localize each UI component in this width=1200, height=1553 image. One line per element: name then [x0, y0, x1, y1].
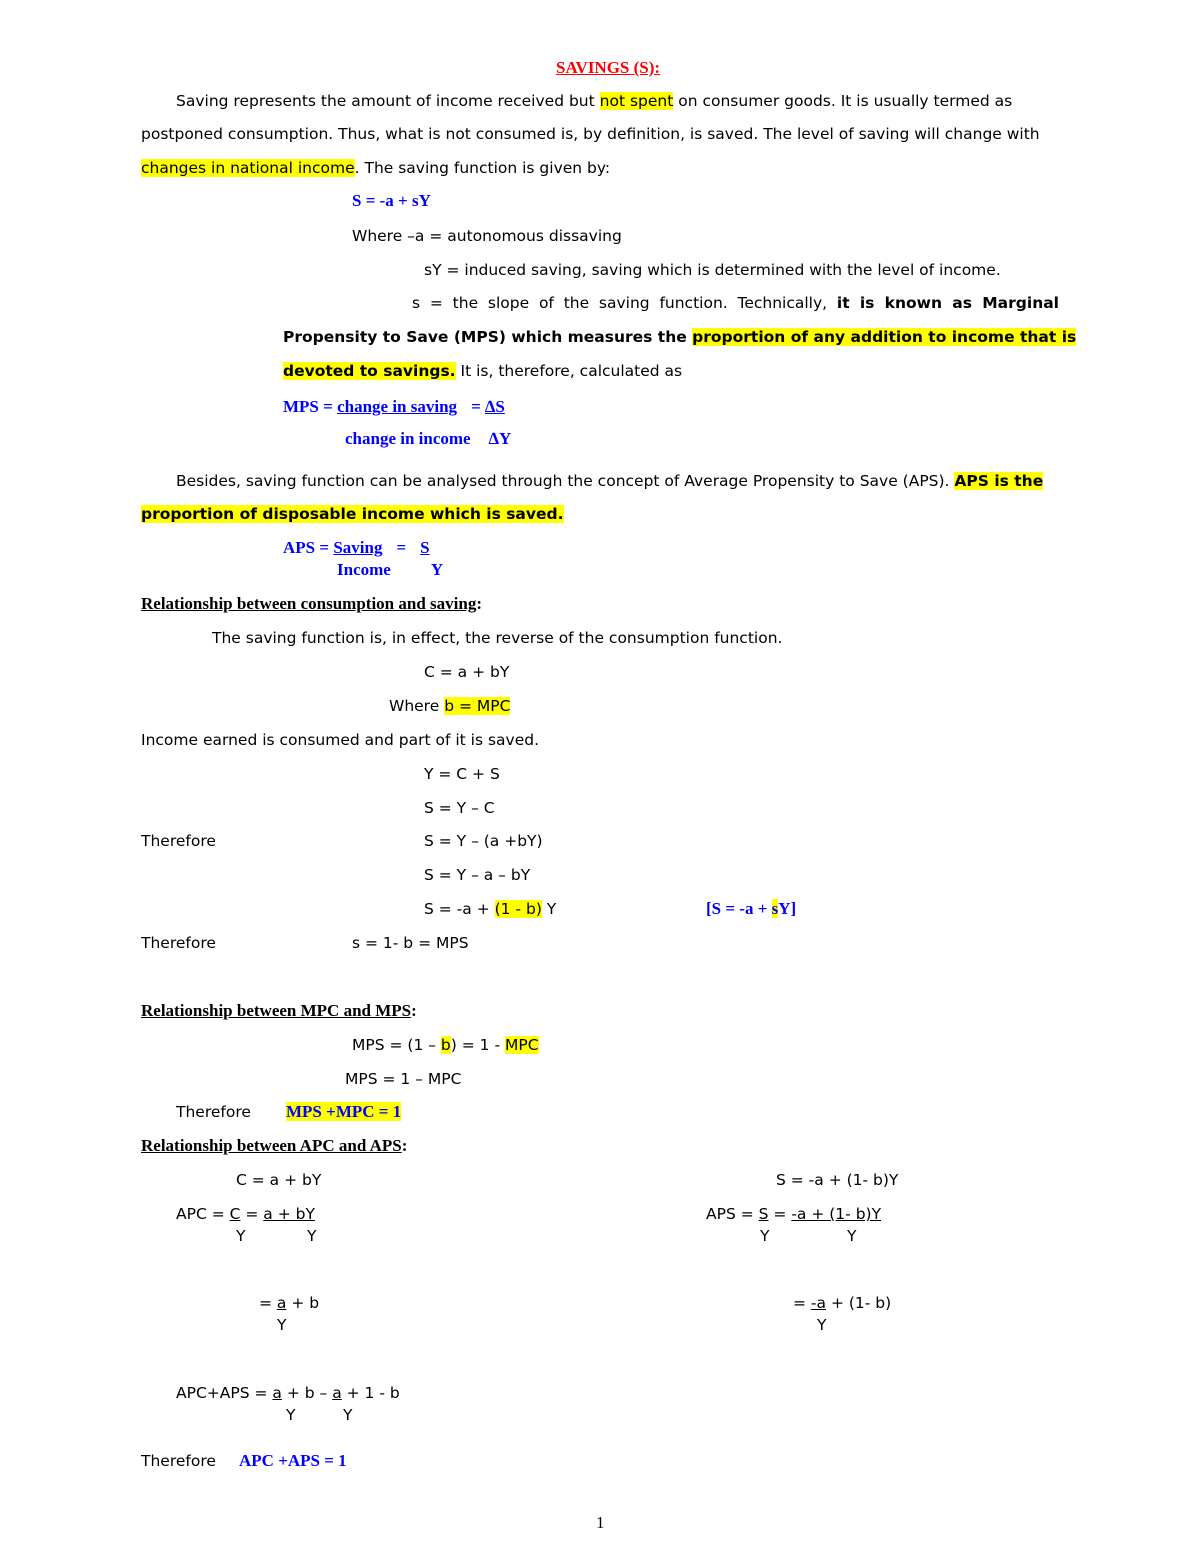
therefore-label-4: Therefore: [141, 1452, 216, 1470]
aps-denominator-2: Y: [847, 1227, 857, 1245]
aps-fraction-numerator: APS = S = -a + (1- b)Y: [706, 1205, 882, 1223]
slope-text: s = the slope of the saving function. Technically, it is known as Marginal: [412, 294, 1059, 312]
apc-consumption-equation: C = a + bY: [236, 1171, 322, 1189]
sum-denominator-2: Y: [343, 1406, 353, 1424]
where-autonomous: Where –a = autonomous dissaving: [352, 227, 622, 245]
aps-formula-denominator: Income Y: [337, 560, 444, 579]
equation-expand: S = Y – a – bY: [424, 866, 531, 884]
intro-line-2: postponed consumption. Thus, what is not consumed is, by definition, is saved. The level of saving will change with: [141, 125, 1040, 143]
equation-factored: S = -a + (1 - b) Y: [424, 900, 557, 918]
apc-simplified-denominator: Y: [277, 1316, 287, 1334]
apc-denominator-2: Y: [307, 1227, 317, 1245]
aps-simplified-denominator: Y: [817, 1316, 827, 1334]
therefore-label-2: Therefore: [141, 934, 216, 952]
mps-mpc-result: MPS +MPC = 1: [286, 1102, 402, 1121]
section-heading-consumption-saving: Relationship between consumption and saving:: [141, 594, 483, 613]
apc-aps-sum: APC+APS = a + b – a + 1 - b: [176, 1384, 400, 1402]
section-heading-apc-aps: Relationship between APC and APS:: [141, 1136, 408, 1155]
income-text: Income earned is consumed and part of it is saved.: [141, 731, 539, 749]
page-title: SAVINGS (S):: [556, 58, 661, 77]
aps-formula-numerator: APS = Saving = S: [283, 538, 430, 557]
equation-substitute: S = Y – (a +bY): [424, 832, 543, 850]
apc-fraction-numerator: APC = C = a + bY: [176, 1205, 315, 1223]
mps-definition-line-2: devoted to savings. It is, therefore, calculated as: [283, 362, 683, 380]
aps-line-1: Besides, saving function can be analysed through the concept of Average Propensity to Save (APS). APS is the: [176, 472, 1044, 490]
bracket-saving-formula: [S = -a + sY]: [706, 899, 797, 918]
sum-denominator-1: Y: [286, 1406, 296, 1424]
aps-simplified: = -a + (1- b): [793, 1294, 892, 1312]
apc-simplified: = a + b: [259, 1294, 320, 1312]
saving-formula: S = -a + sY: [352, 191, 431, 210]
consumption-equation: C = a + bY: [424, 663, 510, 681]
s-equals-mps: s = 1- b = MPS: [352, 934, 469, 952]
apc-denominator-1: Y: [236, 1227, 246, 1245]
aps-denominator-1: Y: [760, 1227, 770, 1245]
intro-line-1: Saving represents the amount of income received but not spent on consumer goods. It is usually termed as: [176, 92, 1013, 110]
equation-s-y-c: S = Y – C: [424, 799, 495, 817]
intro-line-3: changes in national income. The saving function is given by:: [141, 159, 611, 177]
aps-saving-equation: S = -a + (1- b)Y: [776, 1171, 899, 1189]
mps-mpc-equation-1: MPS = (1 – b) = 1 - MPC: [352, 1036, 539, 1054]
mps-formula-denominator: change in income ∆Y: [345, 429, 512, 448]
where-b-mpc: Where b = MPC: [389, 697, 511, 715]
aps-line-2: proportion of disposable income which is saved.: [141, 505, 564, 523]
equation-y-c-s: Y = C + S: [424, 765, 500, 783]
mps-formula-numerator: MPS = change in saving = ∆S: [283, 397, 505, 416]
mps-mpc-equation-2: MPS = 1 – MPC: [345, 1070, 462, 1088]
induced-saving-text: sY = induced saving, saving which is determined with the level of income.: [424, 261, 1001, 279]
page-number: 1: [596, 1513, 605, 1532]
reverse-text: The saving function is, in effect, the reverse of the consumption function.: [212, 629, 783, 647]
section-heading-mpc-mps: Relationship between MPC and MPS:: [141, 1001, 417, 1020]
therefore-label-1: Therefore: [141, 832, 216, 850]
apc-aps-result: APC +APS = 1: [239, 1451, 347, 1470]
therefore-label-3: Therefore: [176, 1103, 251, 1121]
mps-definition-line-1: Propensity to Save (MPS) which measures the proportion of any addition to income that is: [283, 328, 1077, 346]
